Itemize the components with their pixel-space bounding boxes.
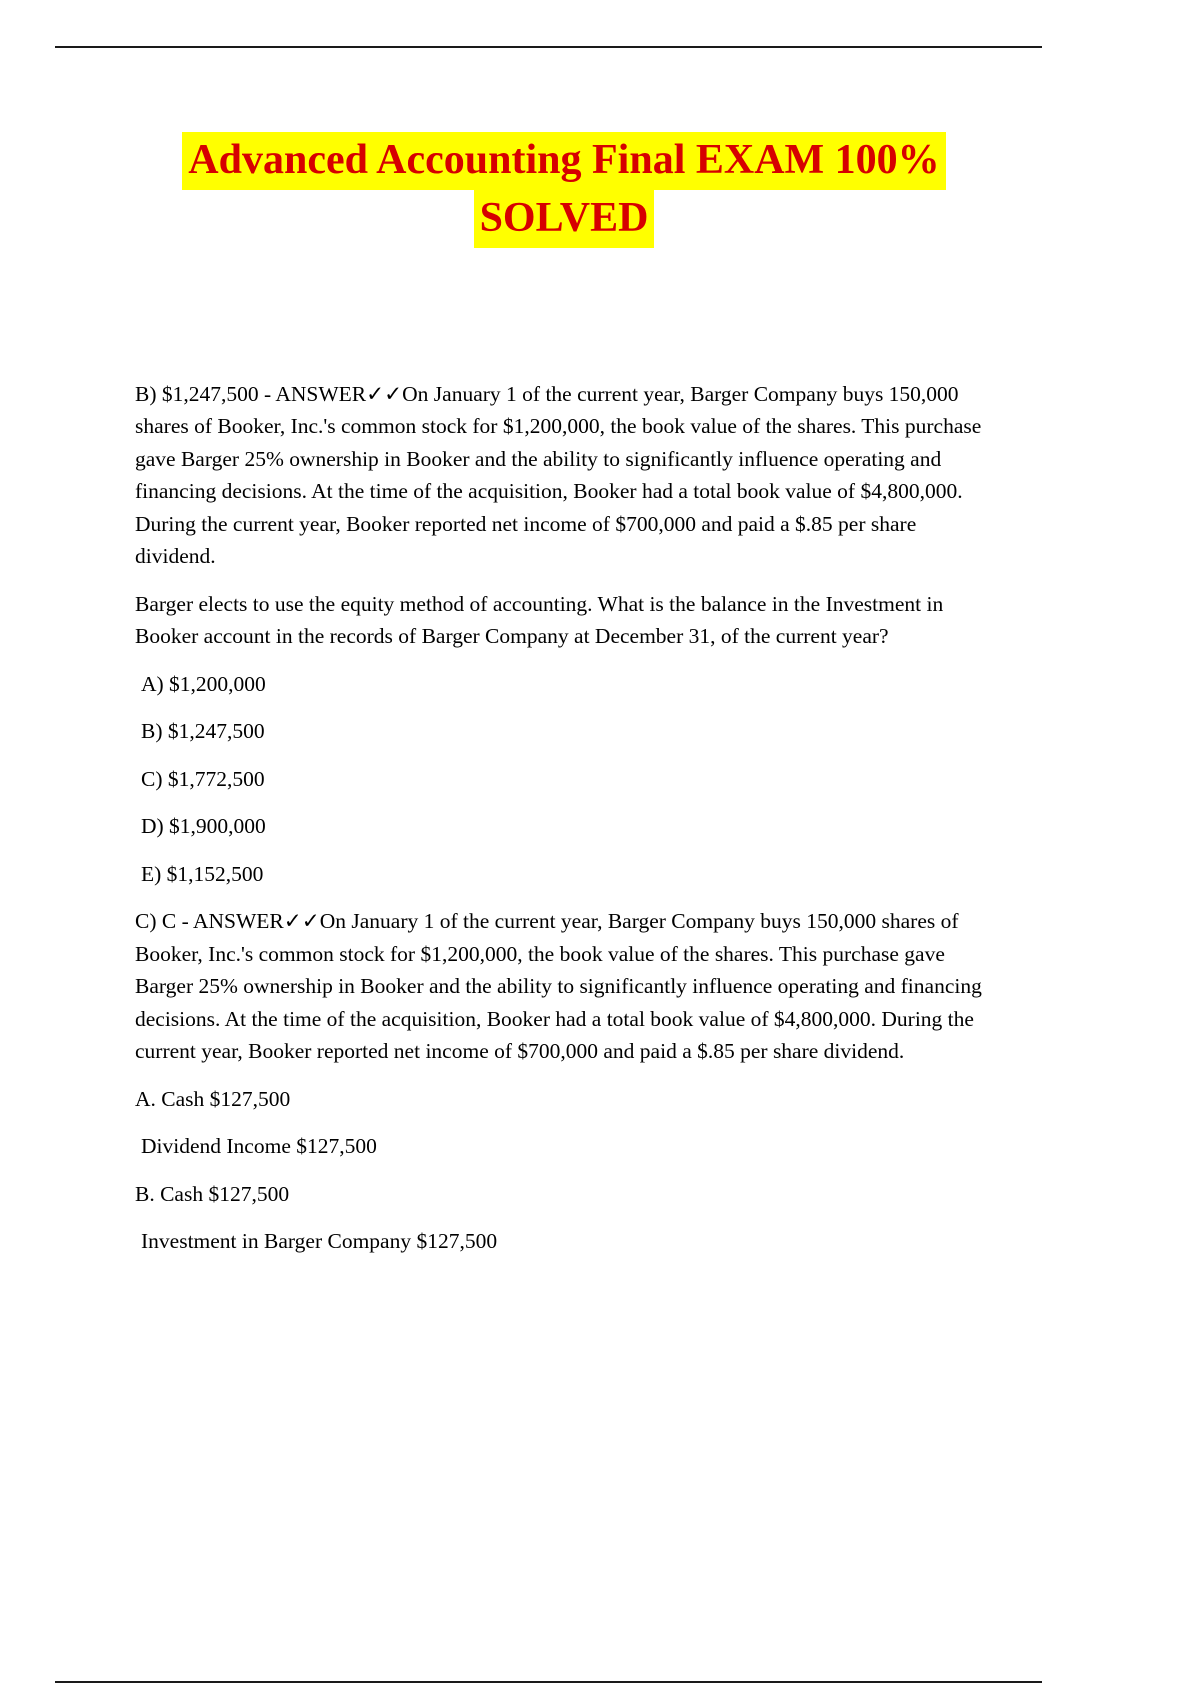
journal-entry-b-debit: B. Cash $127,500 [135,1181,290,1206]
page-title-line1: Advanced Accounting Final EXAM 100% [182,132,945,190]
bottom-rule [55,1681,1042,1683]
document-content [135,0,993,1273]
answer-paragraph-b: B) $1,247,500 - ANSWER✓✓On January 1 of the current year, Barger Company buys 150,000 shares of Booker, Inc.'s common stock for $1,200,000, the book value of the shares. This purchase gave Barger 25% ownership in Booker and the ability to significantly influence operating and financing decisions. At the time of the acquisition, Booker had a total book value of $4,800,000. During the current year, Booker reported net income of $700,000 and paid a $.85 per share dividend. [135,381,982,568]
option-d: D) $1,900,000 [141,814,266,838]
journal-entry-a-credit: Dividend Income $127,500 [141,1134,377,1158]
page-title [135,132,993,248]
option-a: A) $1,200,000 [141,671,266,696]
journal-entry-b-credit: Investment in Barger Company $127,500 [141,1229,498,1253]
question-answer-body [135,378,993,1258]
question-paragraph: Barger elects to use the equity method of accounting. What is the balance in the Investment in Booker account in the records of Barger Company at December 31, of the current year? [135,591,944,648]
option-e: E) $1,152,500 [141,861,264,886]
answer-paragraph-c: C) C - ANSWER✓✓On January 1 of the current year, Barger Company buys 150,000 shares of Booker, Inc.'s common stock for $1,200,000, the book value of the shares. This purchase gave Barger 25% ownership in Booker and the ability to significantly influence operating and financing decisions. At the time of the acquisition, Booker had a total book value of $4,800,000. During the current year, Booker reported net income of $700,000 and paid a $.85 per share dividend. [135,909,982,1063]
journal-entry-a-debit: A. Cash $127,500 [135,1086,291,1111]
option-c: C) $1,772,500 [141,766,265,791]
page-title-line2: SOLVED [474,190,655,248]
option-b: B) $1,247,500 [141,719,265,743]
